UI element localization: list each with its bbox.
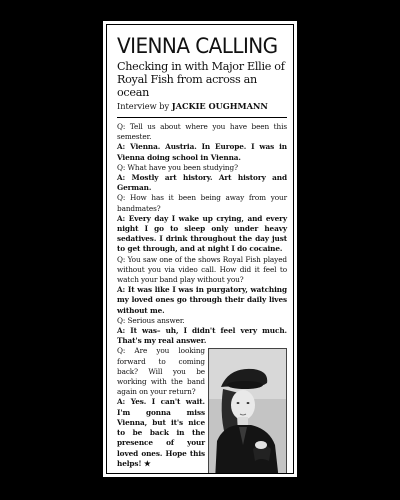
- question-4: Q: You saw one of the shows Royal Fish played without you via video call. How did it feel to watch your band play without you?: [117, 254, 287, 285]
- byline-prefix: Interview by: [117, 101, 170, 111]
- answer-4: A: It was like I was in purgatory, watching my loved ones go through their daily lives without me.: [117, 285, 287, 315]
- divider: [117, 117, 287, 118]
- question-3: Q: How has it been being away from your bandmates?: [117, 193, 287, 213]
- question-1: Q: Tell us about where you have been this semester.: [117, 122, 287, 142]
- question-2: Q: What have you been studying?: [117, 162, 238, 172]
- portrait-illustration: [209, 349, 286, 474]
- interview-body: [117, 122, 287, 469]
- question-6: Q: Are you looking forward to coming back? Will you be working with the band again on your return?: [117, 346, 205, 397]
- subheadline: Checking in with Major Ellie of Royal Fish from across an ocean: [117, 60, 285, 99]
- portrait-photo: [208, 348, 287, 474]
- answer-3: A: Every day I wake up crying, and every night I go to sleep only under heavy sedatives. I drink throughout the day just to get through, and at night I do cocaine.: [117, 213, 287, 254]
- article-frame: [106, 24, 294, 474]
- author-name: JACKIE OUGHMANN: [171, 101, 268, 111]
- article-card: [103, 21, 297, 477]
- answer-1: A: Vienna. Austria. In Europe. I was in Vienna doing school in Vienna.: [117, 142, 287, 162]
- answer-2: A: Mostly art history. Art history and German.: [117, 173, 287, 193]
- headline: VIENNA CALLING: [117, 34, 278, 59]
- byline: [117, 101, 287, 112]
- answer-6: A: Yes. I can't wait. I'm gonna miss Vienna, but it's nice to be back in the presence of your loved ones. Hope this helps! ★: [117, 397, 205, 468]
- question-5: Q: Serious answer.: [117, 315, 185, 325]
- answer-5: A: It was– uh, I didn't feel very much. That's my real answer.: [117, 326, 287, 346]
